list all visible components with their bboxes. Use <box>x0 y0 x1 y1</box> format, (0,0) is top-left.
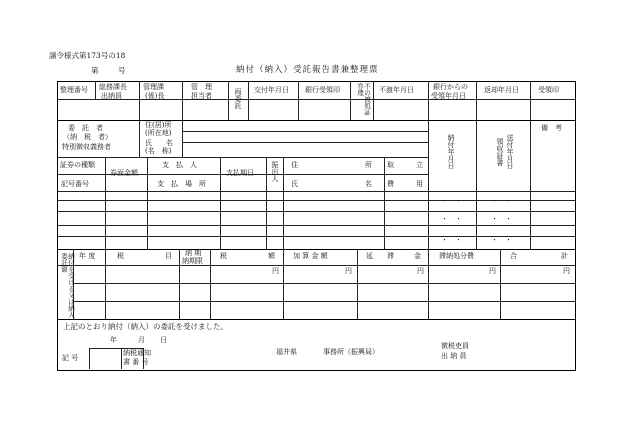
biko-label: 備 考 <box>541 124 562 132</box>
zeimoku-label-1: 税 <box>117 252 124 260</box>
nofu-date-label: 納付年月日 <box>447 134 455 169</box>
furidashi-shimei: 氏 <box>291 180 298 188</box>
furidashi-mei: 名 <box>365 180 372 188</box>
shurui-label: 証券の種類 <box>60 161 95 169</box>
rule <box>147 157 148 249</box>
number-suffix: 号 <box>118 66 126 75</box>
rule <box>105 249 106 319</box>
meisho-label: (名 称) <box>145 147 172 155</box>
rule <box>182 131 428 132</box>
rule <box>182 81 183 120</box>
shobango-label: 書 番 号 <box>123 358 149 366</box>
jimusho-label: 事務所（振興局） <box>323 348 379 356</box>
henkyaku-date-label: 返却年月日 <box>484 86 519 94</box>
entai-label-1: 延 <box>366 252 373 260</box>
tokubetsu-label: 特別徴収義務者 <box>62 143 111 151</box>
kingaku-label: 券面金額 <box>110 169 138 177</box>
toritate-1: 取 <box>387 161 394 169</box>
tainou-label: 滞納処分費 <box>439 252 474 260</box>
date-dots: ・ ・ <box>491 236 512 244</box>
kanri-tanto-label: 管 理 <box>191 83 212 91</box>
juryo-in-label: 受領印 <box>538 86 559 94</box>
rule <box>57 265 575 266</box>
rule <box>283 249 284 319</box>
date-dots: ・ ・ <box>441 215 462 223</box>
seiri-bango-label: 整理番号 <box>60 86 88 94</box>
rule <box>139 81 140 120</box>
noukigen-label: 納期限 <box>182 257 203 265</box>
rule <box>179 249 180 319</box>
ryo-i-label: 両委託 <box>234 88 242 109</box>
furidashi-jusho: 住 <box>291 161 298 169</box>
rule <box>121 348 122 369</box>
tax-side-label: 納付を受ける又は納入委託額 <box>60 253 75 318</box>
goukei-label-2: 計 <box>561 252 568 260</box>
rule <box>530 81 531 249</box>
date-dots: ・ ・ <box>491 215 512 223</box>
rule <box>373 81 374 120</box>
soumu-label: 総務課長 <box>99 83 127 91</box>
hi-label: 日 <box>160 336 167 344</box>
entai-label-2: 滞 <box>387 252 394 260</box>
rule <box>57 120 575 121</box>
suitou-in-label: 出 納 員 <box>441 352 467 360</box>
shozaichi-label: (所在地) <box>145 129 172 137</box>
rule <box>210 249 211 319</box>
furidashi-sho: 所 <box>365 161 372 169</box>
kofu-date-label: 交付年月日 <box>254 86 289 94</box>
ryoshu-label: 領収証書 <box>496 138 504 166</box>
zeigaku-label-2: 額 <box>268 252 275 260</box>
yen-unit: 円 <box>345 267 352 275</box>
form-title: 納付（納入）受託報告書兼整理票 <box>236 65 379 75</box>
rule <box>476 81 477 249</box>
shiharai-kijitsu-label: 支払期日 <box>226 169 254 177</box>
rule <box>350 81 351 120</box>
rule <box>57 319 575 320</box>
zeigaku-label-1: 税 <box>220 252 227 260</box>
rule <box>139 120 140 157</box>
bank-received-date-label: 受領年月日 <box>431 92 466 100</box>
rule <box>357 249 358 319</box>
rule <box>57 157 428 158</box>
goukei-label-1: 合 <box>510 252 517 260</box>
funo-label: 不の渡処証券理 <box>356 83 371 116</box>
rule <box>182 120 183 157</box>
rule <box>500 249 501 319</box>
yen-unit: 円 <box>489 267 496 275</box>
kanri-label: 管理課 <box>143 83 164 91</box>
choshu-label: 徴税吏員 <box>441 342 469 350</box>
rule <box>57 191 575 192</box>
statement-text: 上記のとおり納付（納入）の委託を受けました。 <box>63 322 228 331</box>
nendo-label: 年 度 <box>79 252 96 260</box>
rule <box>248 81 249 120</box>
rule <box>428 249 429 319</box>
rule <box>228 81 229 120</box>
zeimoku-label-2: 目 <box>165 252 172 260</box>
date-dots: ・ ・ <box>491 197 512 205</box>
nozeisha-label: （納 税 者） <box>63 133 112 141</box>
rule <box>95 81 96 99</box>
date-dots: ・ ・ <box>441 197 462 205</box>
yen-unit: 円 <box>563 267 570 275</box>
itakusha-label: 委 託 者 <box>68 124 103 132</box>
number-prefix: 第 <box>91 66 99 75</box>
kanri-cho-label: (係)長 <box>145 92 165 100</box>
date-dots: ・ ・ <box>441 236 462 244</box>
furidashinin-label: 振出人 <box>271 161 279 182</box>
kasangaku-label: 加 算 金 額 <box>293 252 328 260</box>
tantosha-label: 担当者 <box>191 92 212 100</box>
rule <box>57 225 575 226</box>
sofu-date-label: 送付年月日 <box>506 134 514 169</box>
yen-unit: 円 <box>417 267 424 275</box>
nen-label: 年 <box>110 336 117 344</box>
kigo-label: 記 号 <box>62 354 79 362</box>
hiyo-1: 費 <box>387 180 394 188</box>
rule <box>298 81 299 120</box>
notsu-label: 納税通知 <box>123 349 151 357</box>
rule <box>266 157 267 249</box>
tsuki-label: 月 <box>138 336 145 344</box>
toritate-2: 立 <box>416 161 423 169</box>
nouki-label: 納 期 <box>185 249 202 257</box>
rule <box>89 348 90 369</box>
suitou-label: 出納員 <box>101 92 122 100</box>
rule <box>182 142 428 143</box>
hiyo-2: 用 <box>416 180 423 188</box>
shiharainin-label: 支 払 人 <box>162 161 197 169</box>
bank-receipt-label: 銀行受領印 <box>305 86 340 94</box>
yen-unit: 円 <box>272 267 279 275</box>
rule <box>105 157 106 249</box>
shimei-label: 氏 名 <box>145 139 173 147</box>
jusho-label: 住(居)所 <box>145 121 172 129</box>
kigo-bango-label: 記号番号 <box>61 180 89 188</box>
rule <box>57 211 575 212</box>
rule <box>57 99 575 100</box>
bank-from-label: 銀行からの <box>433 83 468 91</box>
form-code: 譲令様式第173号の18 <box>49 51 126 60</box>
rule <box>283 157 284 249</box>
rule <box>384 157 385 249</box>
rule <box>220 157 221 249</box>
entai-label-3: 金 <box>414 252 421 260</box>
shiharai-basho-label: 支 払 場 所 <box>157 180 206 188</box>
fuwatari-date-label: 不渡年月日 <box>379 86 414 94</box>
rule <box>57 249 575 250</box>
rule <box>428 81 429 249</box>
fukui-label: 福井県 <box>276 348 297 356</box>
